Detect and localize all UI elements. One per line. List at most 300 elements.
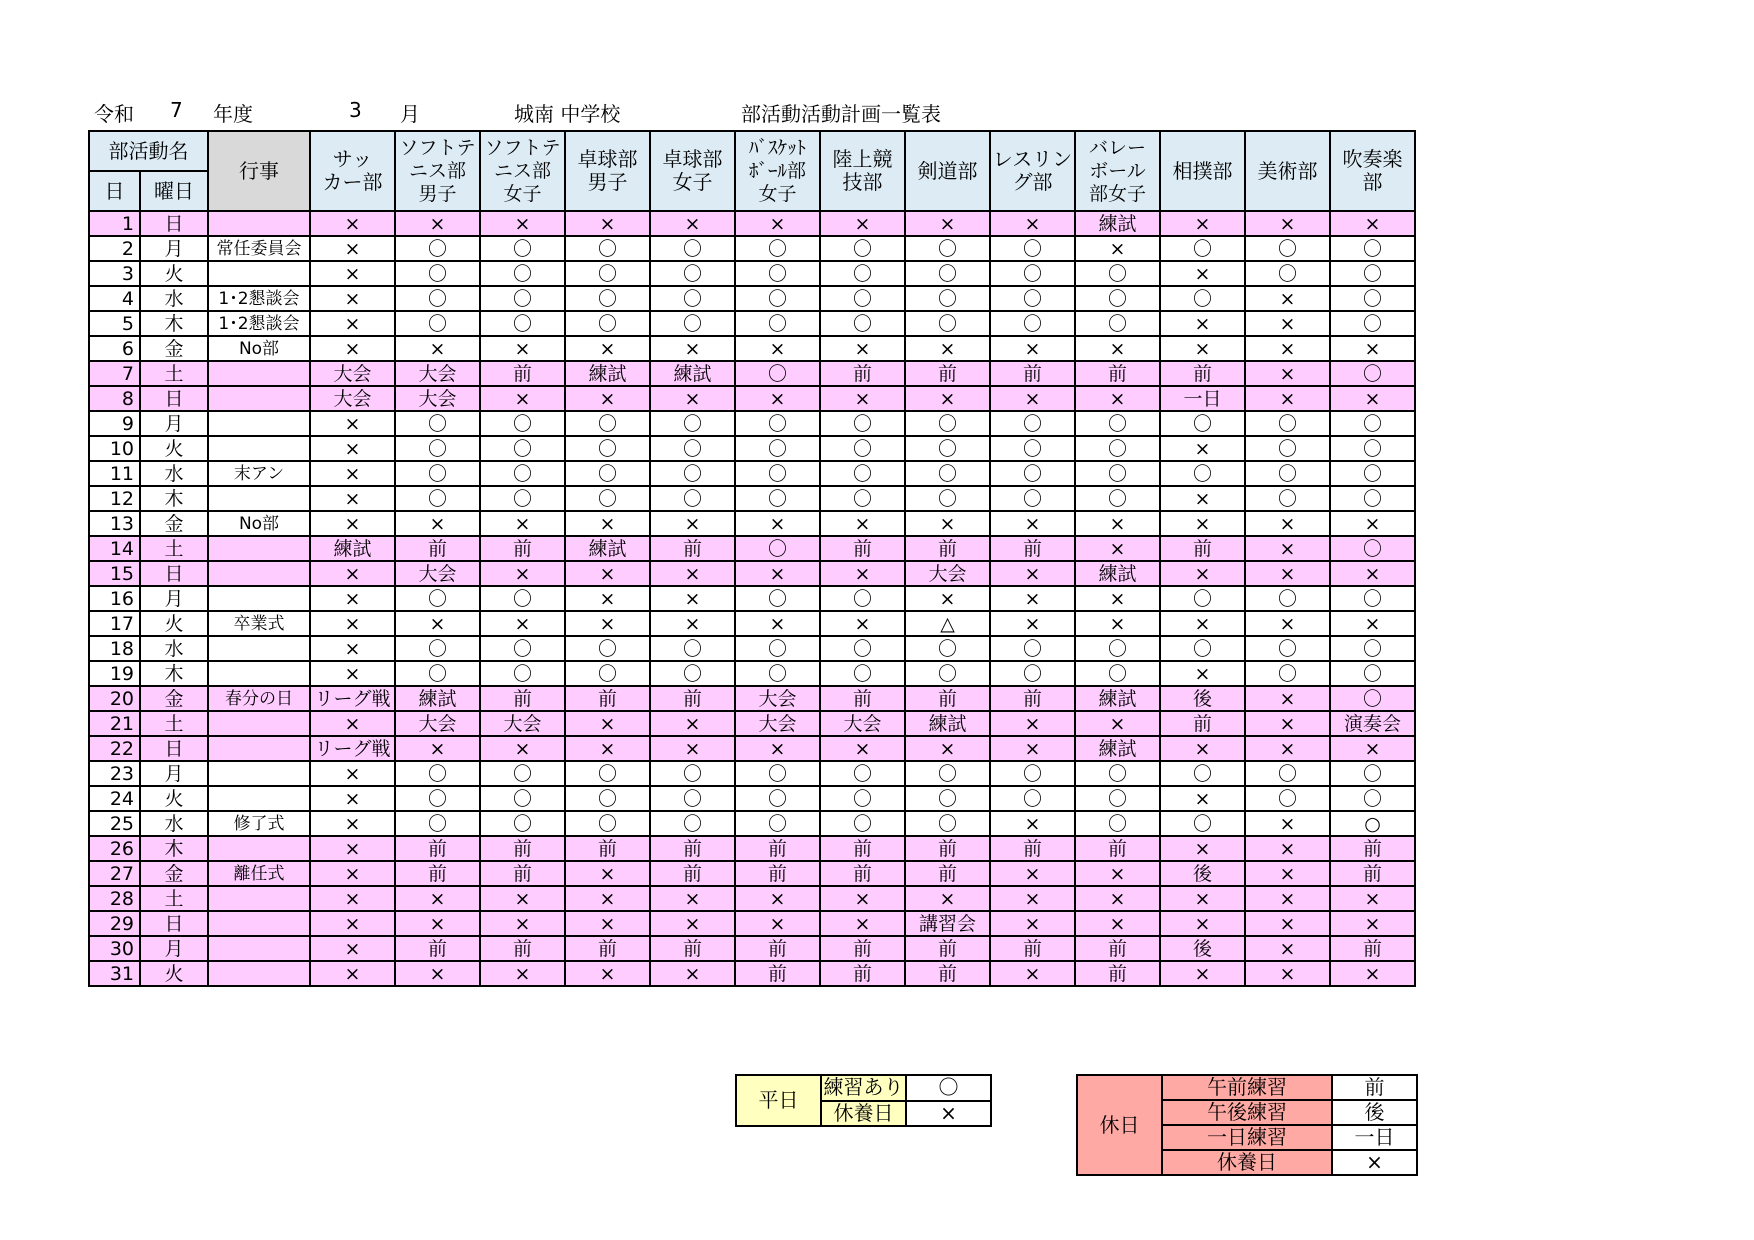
status-cell: 〇 (650, 261, 735, 286)
status-cell: 大会 (820, 711, 905, 736)
weekday-cell: 火 (140, 261, 208, 286)
status-cell: 大会 (310, 361, 395, 386)
event-cell: 末アン (208, 461, 310, 486)
status-cell: 〇 (905, 311, 990, 336)
status-cell: 前 (395, 861, 480, 886)
status-cell: 〇 (905, 261, 990, 286)
status-cell: 〇 (820, 586, 905, 611)
status-cell: × (990, 561, 1075, 586)
status-cell: 〇 (1330, 236, 1415, 261)
status-cell: 前 (480, 361, 565, 386)
day-cell: 22 (89, 736, 140, 761)
status-cell: 前 (395, 936, 480, 961)
table-row (89, 961, 1415, 986)
status-cell: × (310, 811, 395, 836)
day-cell: 17 (89, 611, 140, 636)
weekday-cell: 水 (140, 461, 208, 486)
holiday-legend-symbol: 一日 (1332, 1125, 1417, 1150)
status-cell: × (480, 886, 565, 911)
club-header-line: 部女子 (1088, 182, 1146, 205)
status-cell: 〇 (905, 411, 990, 436)
status-cell: 前 (650, 536, 735, 561)
status-cell: × (310, 486, 395, 511)
status-cell: 大会 (395, 386, 480, 411)
club-header-line: レスリン (992, 147, 1073, 171)
status-cell: 前 (565, 936, 650, 961)
status-cell: 〇 (1075, 661, 1160, 686)
status-cell: 〇 (395, 461, 480, 486)
status-cell: 前 (905, 961, 990, 986)
status-cell: 〇 (905, 786, 990, 811)
status-cell: × (1075, 386, 1160, 411)
status-cell: × (650, 211, 735, 236)
status-cell: × (1075, 886, 1160, 911)
status-cell: 〇 (990, 486, 1075, 511)
status-cell: × (990, 511, 1075, 536)
status-cell: × (990, 211, 1075, 236)
club-header-line: 女子 (672, 170, 713, 194)
status-cell: 前 (905, 686, 990, 711)
day-cell: 19 (89, 661, 140, 686)
status-cell: 〇 (735, 361, 820, 386)
status-cell: 〇 (735, 436, 820, 461)
status-cell: × (310, 636, 395, 661)
day-cell: 30 (89, 936, 140, 961)
status-cell: × (1245, 861, 1330, 886)
event-cell (208, 436, 310, 461)
status-cell: × (650, 886, 735, 911)
status-cell: 〇 (820, 461, 905, 486)
status-cell: 〇 (735, 261, 820, 286)
status-cell: 前 (905, 861, 990, 886)
status-cell: 前 (905, 361, 990, 386)
status-cell: 〇 (1330, 661, 1415, 686)
status-cell: × (735, 886, 820, 911)
status-cell: × (310, 261, 395, 286)
status-cell: 〇 (650, 811, 735, 836)
status-cell: 〇 (395, 486, 480, 511)
status-cell: 前 (735, 861, 820, 886)
status-cell: 〇 (990, 236, 1075, 261)
weekday-cell: 水 (140, 286, 208, 311)
status-cell: 〇 (905, 436, 990, 461)
table-row (89, 836, 1415, 861)
status-cell: 〇 (735, 811, 820, 836)
status-cell: 〇 (820, 436, 905, 461)
status-cell: 練試 (1075, 211, 1160, 236)
status-cell: × (1160, 261, 1245, 286)
status-cell: 大会 (480, 711, 565, 736)
status-cell: × (1245, 911, 1330, 936)
status-cell: × (310, 211, 395, 236)
weekday-cell: 土 (140, 536, 208, 561)
day-cell: 20 (89, 686, 140, 711)
holiday-legend-label: 休養日 (1162, 1150, 1332, 1175)
status-cell: 〇 (650, 461, 735, 486)
status-cell: × (565, 961, 650, 986)
status-cell: × (565, 886, 650, 911)
table-row (89, 686, 1415, 711)
status-cell: × (480, 911, 565, 936)
event-cell (208, 586, 310, 611)
status-cell: × (565, 611, 650, 636)
document-title: 部活動活動計画一覧表 (741, 102, 941, 126)
status-cell: × (1245, 836, 1330, 861)
status-cell: × (650, 736, 735, 761)
status-cell: 〇 (565, 761, 650, 786)
school-name: 城南 中学校 (514, 102, 621, 126)
status-cell: × (395, 211, 480, 236)
status-cell: 〇 (650, 411, 735, 436)
status-cell: 〇 (990, 411, 1075, 436)
status-cell: △ (905, 611, 990, 636)
status-cell: × (650, 961, 735, 986)
status-cell: 前 (735, 936, 820, 961)
status-cell: 〇 (820, 411, 905, 436)
status-cell: × (565, 511, 650, 536)
status-cell: 演奏会 (1330, 711, 1415, 736)
status-cell: 〇 (565, 311, 650, 336)
day-header: 日 (89, 171, 140, 211)
event-cell (208, 836, 310, 861)
status-cell: 大会 (735, 686, 820, 711)
table-row (89, 936, 1415, 961)
weekday-cell: 火 (140, 786, 208, 811)
status-cell: × (565, 586, 650, 611)
status-cell: 〇 (735, 286, 820, 311)
weekday-header: 曜日 (140, 171, 208, 211)
status-cell: × (1160, 211, 1245, 236)
day-cell: 26 (89, 836, 140, 861)
status-cell: 〇 (565, 461, 650, 486)
day-cell: 18 (89, 636, 140, 661)
status-cell: 〇 (480, 436, 565, 461)
status-cell: × (1160, 336, 1245, 361)
weekday-cell: 土 (140, 886, 208, 911)
table-row (89, 236, 1415, 261)
weekday-legend-symbol: × (906, 1101, 991, 1127)
status-cell: × (310, 511, 395, 536)
club-header-line: 女子 (503, 182, 542, 205)
day-cell: 24 (89, 786, 140, 811)
table-body (89, 211, 1415, 986)
status-cell: 前 (1075, 836, 1160, 861)
status-cell: 〇 (395, 811, 480, 836)
event-cell (208, 211, 310, 236)
status-cell: × (565, 336, 650, 361)
status-cell: × (1245, 961, 1330, 986)
event-cell: 修了式 (208, 811, 310, 836)
status-cell: × (990, 611, 1075, 636)
table-row (89, 911, 1415, 936)
club-header (480, 131, 565, 211)
weekday-legend-label: 休養日 (821, 1101, 906, 1127)
status-cell: 〇 (1330, 586, 1415, 611)
day-cell: 15 (89, 561, 140, 586)
status-cell: 〇 (1330, 436, 1415, 461)
table-row (89, 486, 1415, 511)
status-cell: × (310, 286, 395, 311)
status-cell: × (905, 211, 990, 236)
status-cell: 〇 (990, 286, 1075, 311)
status-cell: 後 (1160, 861, 1245, 886)
club-header-line: 卓球部 (662, 147, 723, 171)
status-cell: × (820, 336, 905, 361)
weekday-cell: 日 (140, 736, 208, 761)
club-header-line: 相撲部 (1172, 158, 1233, 183)
club-header-line: 男子 (418, 182, 457, 205)
status-cell: 〇 (1330, 761, 1415, 786)
status-cell: 大会 (310, 386, 395, 411)
table-row (89, 536, 1415, 561)
table-row (89, 786, 1415, 811)
status-cell: × (1245, 386, 1330, 411)
table-row (89, 736, 1415, 761)
status-cell: × (395, 961, 480, 986)
status-cell: × (735, 511, 820, 536)
status-cell: 大会 (395, 711, 480, 736)
status-cell: × (1160, 436, 1245, 461)
event-cell: 卒業式 (208, 611, 310, 636)
weekday-cell: 土 (140, 711, 208, 736)
status-cell: 〇 (990, 261, 1075, 286)
status-cell: 〇 (735, 536, 820, 561)
status-cell: 〇 (1245, 261, 1330, 286)
status-cell: 〇 (820, 311, 905, 336)
table-row (89, 886, 1415, 911)
club-header (820, 131, 905, 211)
status-cell: × (1160, 911, 1245, 936)
status-cell: 〇 (1245, 461, 1330, 486)
status-cell: 〇 (1330, 486, 1415, 511)
status-cell: 〇 (395, 286, 480, 311)
status-cell: 前 (820, 936, 905, 961)
status-cell: ○ (1330, 811, 1415, 836)
status-cell: 前 (395, 536, 480, 561)
table-row (89, 711, 1415, 736)
status-cell: × (735, 736, 820, 761)
status-cell: × (1245, 286, 1330, 311)
table-row (89, 461, 1415, 486)
status-cell: 前 (480, 936, 565, 961)
status-cell: 前 (990, 686, 1075, 711)
weekday-cell: 木 (140, 836, 208, 861)
status-cell: × (310, 236, 395, 261)
club-header-line: ソフトテ (399, 136, 476, 159)
event-cell (208, 561, 310, 586)
club-header-line: 卓球部 (577, 147, 638, 171)
status-cell: 〇 (820, 286, 905, 311)
club-header-line: サッ (332, 147, 373, 171)
club-header-line: ボール (1089, 159, 1146, 182)
status-cell: 〇 (1330, 461, 1415, 486)
status-cell: 〇 (565, 811, 650, 836)
status-cell: × (820, 736, 905, 761)
day-cell: 9 (89, 411, 140, 436)
table-header (89, 131, 1415, 211)
status-cell: × (480, 386, 565, 411)
status-cell: × (310, 661, 395, 686)
month-suffix: 月 (400, 102, 420, 126)
status-cell: 〇 (480, 586, 565, 611)
status-cell: × (480, 961, 565, 986)
event-header: 行事 (208, 131, 310, 211)
table-row (89, 611, 1415, 636)
event-cell (208, 786, 310, 811)
status-cell: 前 (395, 836, 480, 861)
status-cell: × (1245, 211, 1330, 236)
status-cell: × (650, 511, 735, 536)
status-cell: 練試 (565, 361, 650, 386)
status-cell: リーグ戦 (310, 686, 395, 711)
status-cell: 〇 (1245, 786, 1330, 811)
event-cell (208, 386, 310, 411)
club-header (990, 131, 1075, 211)
status-cell: 前 (650, 686, 735, 711)
club-header-line: ニス部 (493, 159, 551, 182)
day-cell: 28 (89, 886, 140, 911)
status-cell: × (395, 336, 480, 361)
status-cell: 〇 (1160, 761, 1245, 786)
status-cell: 〇 (1160, 636, 1245, 661)
status-cell: 後 (1160, 936, 1245, 961)
status-cell: 大会 (395, 361, 480, 386)
status-cell: 〇 (1075, 436, 1160, 461)
weekday-cell: 火 (140, 436, 208, 461)
club-header-line: 剣道部 (917, 158, 978, 183)
status-cell: 〇 (480, 661, 565, 686)
status-cell: 前 (820, 536, 905, 561)
holiday-legend-label: 午前練習 (1162, 1075, 1332, 1100)
holiday-legend-symbol: 後 (1332, 1100, 1417, 1125)
status-cell: 前 (990, 936, 1075, 961)
status-cell: × (820, 911, 905, 936)
status-cell: × (735, 611, 820, 636)
status-cell: 〇 (480, 786, 565, 811)
day-cell: 12 (89, 486, 140, 511)
status-cell: × (650, 561, 735, 586)
status-cell: × (905, 336, 990, 361)
status-cell: × (565, 736, 650, 761)
status-cell: 練試 (650, 361, 735, 386)
status-cell: 〇 (1075, 786, 1160, 811)
club-header (650, 131, 735, 211)
event-cell: 1･2懇談会 (208, 311, 310, 336)
status-cell: 〇 (565, 436, 650, 461)
status-cell: 〇 (395, 236, 480, 261)
status-cell: × (1245, 611, 1330, 636)
weekday-legend-label: 練習あり (821, 1075, 906, 1101)
status-cell: 〇 (1245, 761, 1330, 786)
club-header (905, 131, 990, 211)
status-cell: 前 (1075, 361, 1160, 386)
table-row (89, 336, 1415, 361)
table-row (89, 361, 1415, 386)
status-cell: × (820, 386, 905, 411)
club-header-line: 女子 (758, 182, 797, 205)
status-cell: 〇 (565, 661, 650, 686)
club-header (1330, 131, 1415, 211)
status-cell: 〇 (650, 761, 735, 786)
weekday-cell: 日 (140, 211, 208, 236)
event-cell (208, 411, 310, 436)
event-cell (208, 486, 310, 511)
status-cell: × (990, 386, 1075, 411)
status-cell: 〇 (395, 411, 480, 436)
day-cell: 3 (89, 261, 140, 286)
status-cell: × (735, 561, 820, 586)
status-cell: 〇 (565, 636, 650, 661)
status-cell: 〇 (735, 236, 820, 261)
status-cell: × (480, 611, 565, 636)
club-header (1075, 131, 1160, 211)
status-cell: 〇 (650, 661, 735, 686)
status-cell: × (1245, 711, 1330, 736)
status-cell: × (1245, 511, 1330, 536)
club-name-header: 部活動名 (89, 131, 208, 171)
status-cell: × (820, 511, 905, 536)
status-cell: 〇 (395, 661, 480, 686)
status-cell: 講習会 (905, 911, 990, 936)
table-row (89, 311, 1415, 336)
status-cell: 前 (990, 536, 1075, 561)
status-cell: × (1075, 611, 1160, 636)
event-cell (208, 261, 310, 286)
status-cell: 〇 (905, 636, 990, 661)
status-cell: 〇 (480, 761, 565, 786)
day-cell: 23 (89, 761, 140, 786)
status-cell: × (1160, 886, 1245, 911)
weekday-cell: 日 (140, 386, 208, 411)
event-cell: 常任委員会 (208, 236, 310, 261)
day-cell: 11 (89, 461, 140, 486)
status-cell: 〇 (395, 786, 480, 811)
status-cell: 〇 (565, 786, 650, 811)
status-cell: × (310, 336, 395, 361)
status-cell: 大会 (735, 711, 820, 736)
club-header (565, 131, 650, 211)
status-cell: 〇 (650, 636, 735, 661)
event-cell (208, 961, 310, 986)
status-cell: 〇 (905, 461, 990, 486)
event-cell: No部 (208, 511, 310, 536)
status-cell: 〇 (1245, 436, 1330, 461)
status-cell: 前 (650, 861, 735, 886)
status-cell: × (1075, 586, 1160, 611)
status-cell: × (1330, 886, 1415, 911)
status-cell: × (565, 711, 650, 736)
status-cell: × (1160, 836, 1245, 861)
status-cell: 〇 (395, 586, 480, 611)
status-cell: 〇 (395, 761, 480, 786)
status-cell: × (310, 611, 395, 636)
status-cell: × (735, 336, 820, 361)
status-cell: × (1075, 336, 1160, 361)
event-cell (208, 886, 310, 911)
status-cell: 〇 (565, 261, 650, 286)
status-cell: 〇 (1160, 236, 1245, 261)
status-cell: 前 (1160, 536, 1245, 561)
status-cell: × (395, 911, 480, 936)
status-cell: × (990, 711, 1075, 736)
day-cell: 4 (89, 286, 140, 311)
status-cell: 〇 (395, 261, 480, 286)
status-cell: 〇 (1330, 361, 1415, 386)
status-cell: 前 (1330, 861, 1415, 886)
status-cell: × (310, 861, 395, 886)
status-cell: × (1245, 886, 1330, 911)
club-header-line: 男子 (587, 170, 628, 194)
